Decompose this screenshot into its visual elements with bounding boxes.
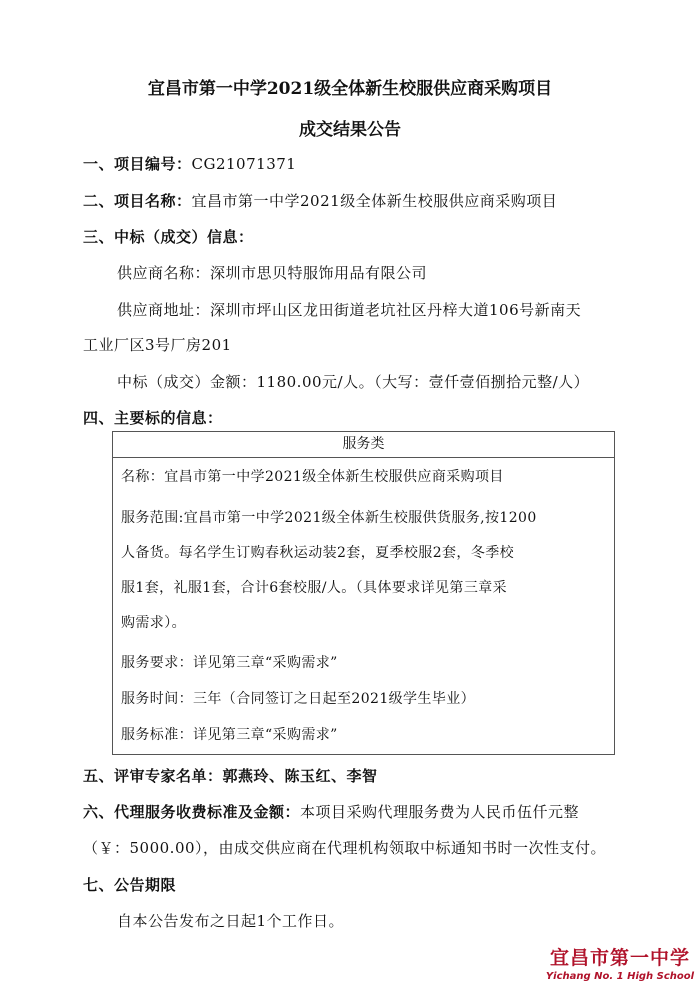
supplier-address-1: 供应商地址：深圳市坪山区龙田街道老坑社区丹梓大道106号新南天 xyxy=(117,301,582,319)
notice-period-value: 自本公告发布之日起1个工作日。 xyxy=(117,912,345,930)
box-line-standard: 服务标准：详见第三章“采购需求” xyxy=(121,727,338,743)
agency-fee-value-2: （￥：5000.00），由成交供应商在代理机构领取中标通知书时一次性支付。 xyxy=(83,839,607,857)
title-line-1: 宜昌市第一中学2021级全体新生校服供应商采购项目 xyxy=(147,79,553,99)
project-number-label: 一、项目编号： xyxy=(83,155,192,173)
project-number xyxy=(83,153,296,174)
project-number-value: CG21071371 xyxy=(191,155,297,173)
notice-period-label: 七、公告期限 xyxy=(83,876,177,894)
title-line-2: 成交结果公告 xyxy=(299,120,401,140)
agency-fee xyxy=(83,801,579,822)
subject-info-box xyxy=(112,431,615,755)
expert-list-label: 五、评审专家名单： xyxy=(83,767,223,785)
agency-fee-value-1: 本项目采购代理服务费为人民币伍仟元整 xyxy=(300,803,580,821)
supplier-name: 供应商名称：深圳市思贝特服饰用品有限公司 xyxy=(117,264,428,282)
school-logo-cn: 宜昌市第一中学 xyxy=(549,947,690,969)
award-amount: 中标（成交）金额：1180.00元/人。（大写：壹仟壹佰捌拾元整/人） xyxy=(117,373,590,391)
box-line-requirements: 服务要求：详见第三章“采购需求” xyxy=(121,655,338,671)
project-name-value: 宜昌市第一中学2021级全体新生校服供应商采购项目 xyxy=(191,192,558,210)
main-subject-label: 四、主要标的信息： xyxy=(83,409,223,427)
box-line-scope-2: 人备货。每名学生订购春秋运动装2套，夏季校服2套，冬季校 xyxy=(121,545,515,561)
expert-list-value: 郭燕玲、陈玉红、李智 xyxy=(222,767,378,785)
expert-list xyxy=(83,765,378,786)
box-line-scope-3: 服1套，礼服1套，合计6套校服/人。（具体要求详见第三章采 xyxy=(121,580,508,596)
award-info-heading xyxy=(83,226,254,247)
box-line-scope-1: 服务范围:宜昌市第一中学2021级全体新生校服供货服务,按1200 xyxy=(121,510,537,526)
school-logo-en: Yichang No. 1 High School xyxy=(545,971,695,982)
box-header: 服务类 xyxy=(113,432,614,458)
notice-period-heading xyxy=(83,874,176,895)
box-line-name: 名称：宜昌市第一中学2021级全体新生校服供应商采购项目 xyxy=(121,469,504,485)
box-line-period: 服务时间：三年（合同签订之日起至2021级学生毕业） xyxy=(121,691,476,707)
award-info-label: 三、中标（成交）信息： xyxy=(83,228,254,246)
agency-fee-label: 六、代理服务收费标准及金额： xyxy=(83,803,301,821)
box-line-scope-4: 购需求）。 xyxy=(121,615,186,631)
school-logo xyxy=(540,943,700,982)
project-name xyxy=(83,190,557,211)
project-name-label: 二、项目名称： xyxy=(83,192,192,210)
supplier-address-2: 工业厂区3号厂房201 xyxy=(83,336,232,354)
main-subject-heading xyxy=(83,407,223,428)
